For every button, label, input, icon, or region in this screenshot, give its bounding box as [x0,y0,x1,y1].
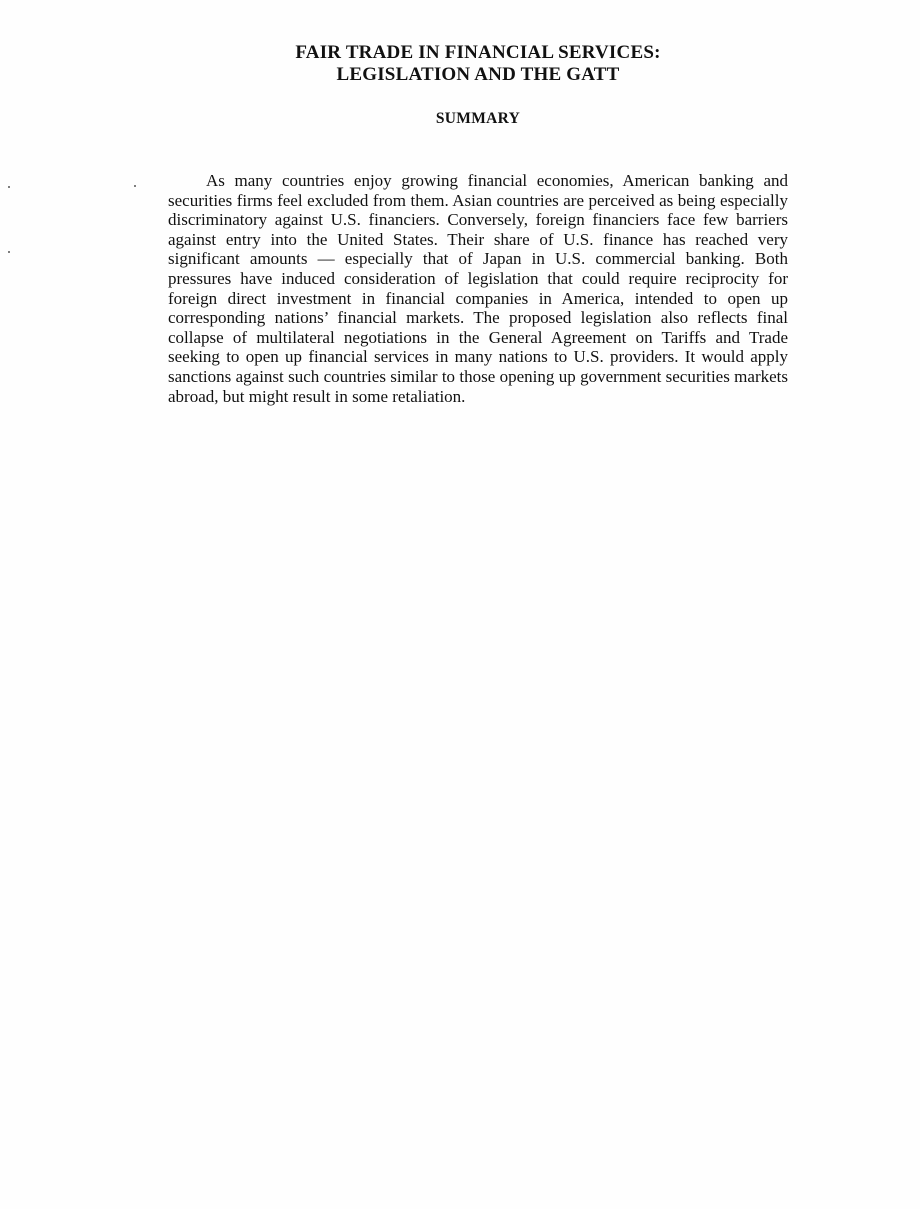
title-line-1: FAIR TRADE IN FINANCIAL SERVICES: [295,42,661,63]
document-title [168,42,788,86]
summary-heading: SUMMARY [435,110,521,127]
title-line-2: LEGISLATION AND THE GATT [336,64,620,85]
summary-paragraph: As many countries enjoy growing financial economies, American banking and securities firms feel excluded from them. Asian countries are perceived as being especially discriminatory against U.S. financiers. Conversely, foreign financiers face few barriers against entry into the United States. Their share of U.S. finance has reached very significant amounts — especially that of Japan in U.S. commercial banking. Both pressures have induced consideration of legislation that could require reciprocity for foreign direct investment in financial companies in America, intended to open up corresponding nations’ financial markets. The proposed legislation also reflects final collapse of multilateral negotiations in the General Agreement on Tariffs and Trade seeking to open up financial services in many nations to U.S. providers. It would apply sanctions against such countries similar to those opening up government securities markets abroad, but might result in some retaliation. [168,171,788,406]
scan-speck [8,186,10,188]
scan-speck [8,251,10,253]
scan-speck [134,185,136,187]
